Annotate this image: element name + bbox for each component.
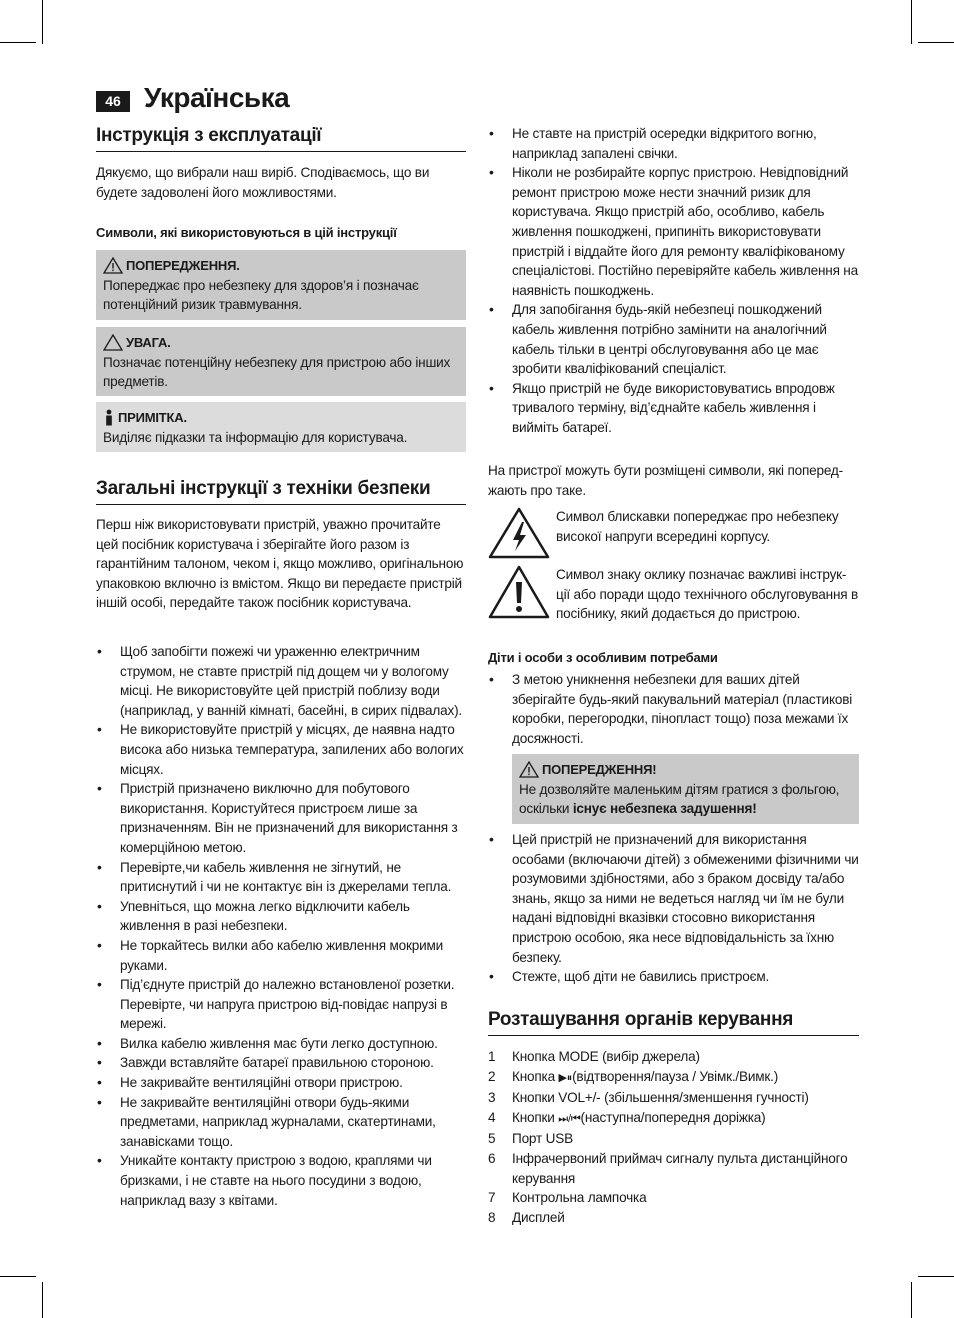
- control-number: 5: [488, 1131, 496, 1147]
- caution-box-head: УВАГА.: [126, 335, 171, 350]
- control-label-prefix: Кнопки: [512, 1109, 555, 1125]
- note-box: [96, 402, 466, 452]
- control-label: Контрольна лампочка: [512, 1190, 647, 1206]
- symbols-intro: На пристрої можуть бути розміщені символи, які поперед-жають про таке.: [488, 463, 843, 498]
- controls-list: [488, 1047, 859, 1227]
- control-number: 6: [488, 1150, 496, 1166]
- control-label: Кнопки VOL+/- (збільшення/зменшення гучності): [512, 1090, 809, 1106]
- list-item: [488, 1129, 859, 1149]
- next-previous-icon: ⏭/⏮: [558, 1112, 581, 1125]
- warning-triangle-icon: [103, 257, 123, 274]
- list-item: [488, 1108, 859, 1130]
- crop-mark: [42, 1282, 43, 1318]
- crop-mark: [918, 42, 954, 43]
- lightning-symbol-row: [488, 507, 859, 559]
- safety-intro: Перш ніж використовувати пристрій, уважно прочитайте цей посібник користувача і зберігайте його разом із гарантійним талоном, чеком і, якщо можливо, оригінальною упаковкою включно із вмістом. Якщо ви передаєте пристрій іншій особі, передайте також посібник користувача.: [96, 517, 464, 611]
- list-item: [488, 1047, 859, 1067]
- children-warning-box: [512, 754, 859, 824]
- list-item: • Якщо пристрій не буде використовуватись впродовж тривалого терміну, від’єднайте кабель живлення і вийміть батареї.: [488, 379, 859, 438]
- crop-mark: [0, 42, 36, 43]
- list-item: • Цей пристрій не призначений для використання особами (включаючи дітей) з обмеженими фізичними чи розумовими здібностями, або з браком досвіду та/або знань, якщо за ними не ведеться нагляд чи їм не були надані відповідні вказівки стосовно використання пристрою особою, яка несе відповідальність за їхню безпеку.: [488, 830, 859, 967]
- control-label: Порт USB: [512, 1131, 573, 1147]
- caution-box-text: Позначає потенційну небезпеку для пристрою або інших предметів.: [103, 354, 451, 390]
- children-warning-text: [519, 780, 852, 819]
- children-bullet-list: [488, 670, 859, 748]
- list-item: • Уникайте контакту пристрою з водою, краплями чи бризками, і не ставте на нього посудини з водою, наприклад вазу з квітами.: [96, 1151, 466, 1210]
- control-number: 8: [488, 1209, 496, 1225]
- warning-box-text: Попереджає про небезпеку для здоров’я і позначає потенційний ризик травмування.: [103, 277, 419, 313]
- list-item: [488, 1149, 859, 1188]
- list-item: • Не використовуйте пристрій у місцях, де наявна надто висока або низька температура, запилених або вологих місцях.: [96, 720, 466, 779]
- list-item: [488, 1088, 859, 1108]
- control-label: Дисплей: [512, 1209, 565, 1225]
- children-warning-text-bold: існує небезпека задушення!: [572, 801, 757, 817]
- crop-mark: [911, 0, 912, 44]
- warning-box-head: ПОПЕРЕДЖЕННЯ.: [126, 258, 240, 273]
- list-item: • Стежте, щоб діти не бавились пристроєм.: [488, 967, 859, 987]
- list-item: • Для запобігання будь-якій небезпеці пошкоджений кабель живлення потрібно замінити на аналогічний кабель тільки в центрі обслуговування або це має зробити кваліфікований спеціаліст.: [488, 300, 859, 378]
- list-item: [488, 1188, 859, 1208]
- controls-heading: Розташування органів керування: [488, 1009, 859, 1036]
- lightning-warning-icon: [488, 507, 550, 559]
- note-box-text: Виділяє підказки та інформацію для користувача.: [103, 429, 408, 445]
- safety-bullet-list: [96, 642, 466, 1210]
- list-item: [488, 1208, 859, 1228]
- control-number: 1: [488, 1049, 496, 1064]
- list-item: • З метою уникнення небезпеки для ваших дітей зберігайте будь-який пакувальний матеріал (пластикові коробки, перегородки, пінопласт тощо) поза межами їх досяжності.: [488, 670, 859, 748]
- control-label: Інфрачервоний приймач сигналу пульта дистанційного керування: [512, 1150, 848, 1186]
- control-label: (відтворення/пауза / Увімк./Вимк.): [572, 1068, 779, 1084]
- control-number: 4: [488, 1109, 496, 1125]
- symbols-heading: Символи, які використовуються в цій інструкції: [96, 225, 397, 240]
- list-item: • Під’єднуте пристрій до належно встановленої розетки. Перевірте, чи напруга пристрою від-повідає напрузі в мережі.: [96, 975, 466, 1034]
- language-title: Українська: [144, 82, 290, 113]
- play-pause-icon: ▶⏸: [558, 1071, 573, 1084]
- children-warning-text-normal: Не дозволяйте маленьким дітям гратися з фольгою, оскільки: [519, 781, 840, 817]
- manual-heading: Інструкція з експлуатації: [96, 125, 466, 152]
- crop-mark: [911, 1282, 912, 1318]
- warning-box: [96, 250, 466, 320]
- control-number: 7: [488, 1190, 496, 1206]
- control-label: (наступна/попередня доріжка): [580, 1109, 766, 1125]
- list-item: • Не торкайтесь вилки або кабелю живлення мокрими руками.: [96, 936, 466, 975]
- list-item: • Завжди вставляйте батареї правильною стороною.: [96, 1053, 466, 1073]
- list-item: [488, 1067, 859, 1089]
- control-label: Кнопка MODE (вибір джерела): [512, 1049, 700, 1064]
- list-item: • Пристрій призначено виключно для побутового використання. Користуйтеся пристроєм лише за призначенням. Він не призначений для використання з комерційною метою.: [96, 779, 466, 857]
- safety-heading: Загальні інструкції з техніки безпеки: [96, 478, 466, 505]
- caution-triangle-icon: [103, 334, 123, 351]
- children-bullet-list-2: [488, 830, 859, 987]
- list-item: • Не закривайте вентиляційні отвори пристрою.: [96, 1073, 466, 1093]
- warning-triangle-icon: [519, 761, 539, 778]
- control-label-prefix: Кнопка: [512, 1068, 555, 1084]
- info-icon: [103, 409, 115, 426]
- list-item: • Щоб запобігти пожежі чи ураженню електричним струмом, не ставте пристрій під дощем чи у вологому місці. Не використовуйте цей пристрій поблизу води (наприклад, у ванній кімнаті, басейні, в сирих підвалах).: [96, 642, 466, 720]
- control-number: 3: [488, 1090, 496, 1106]
- list-item: • Не ставте на пристрій осередки відкритого вогню, наприклад запалені свічки.: [488, 124, 859, 163]
- exclamation-warning-icon: [488, 565, 550, 619]
- lightning-symbol-text: Символ блискавки попереджає про небезпеку високої напруги всередині корпусу.: [556, 509, 839, 544]
- list-item: • Перевірте,чи кабель живлення не зігнутий, не притиснутий і чи не контактує він із джерелами тепла.: [96, 858, 466, 897]
- list-item: • Вилка кабелю живлення має бути легко доступною.: [96, 1034, 466, 1054]
- children-heading: Діти і особи з особливим потребами: [488, 650, 718, 665]
- exclamation-symbol-text: Символ знаку оклику позначає важливі інструк-ції або поради щодо технічного обслуговування в посібнику, який додається до пристрою.: [556, 567, 859, 622]
- exclamation-symbol-row: [488, 565, 859, 624]
- children-warning-head: ПОПЕРЕДЖЕННЯ!: [542, 762, 657, 777]
- list-item: • Ніколи не розбирайте корпус пристрою. Невідповідний ремонт пристрою може нести значний ризик для користувача. Якщо пристрій або, особливо, кабель живлення пошкоджені, припиніть використовувати пристрій і віддайте його для ремонту кваліфікованому спеціалістові. Постійно перевіряйте кабель живлення на наявність пошкоджень.: [488, 163, 859, 300]
- note-box-head: ПРИМІТКА.: [118, 410, 187, 425]
- caution-box: [96, 327, 466, 396]
- list-item: • Упевніться, що можна легко відключити кабель живлення в разі небезпеки.: [96, 897, 466, 936]
- list-item: • Не закривайте вентиляційні отвори будь-якими предметами, наприклад журналами, скатертинами, занавісками тощо.: [96, 1093, 466, 1152]
- intro-text: Дякуємо, що вибрали наш виріб. Сподіваємось, що ви будете задоволені його можливостями.: [96, 165, 430, 200]
- control-number: 2: [488, 1068, 496, 1084]
- crop-mark: [0, 1276, 36, 1277]
- crop-mark: [918, 1276, 954, 1277]
- safety-bullet-list-continued: [488, 124, 859, 438]
- crop-mark: [42, 0, 43, 44]
- page-number: 46: [96, 91, 130, 112]
